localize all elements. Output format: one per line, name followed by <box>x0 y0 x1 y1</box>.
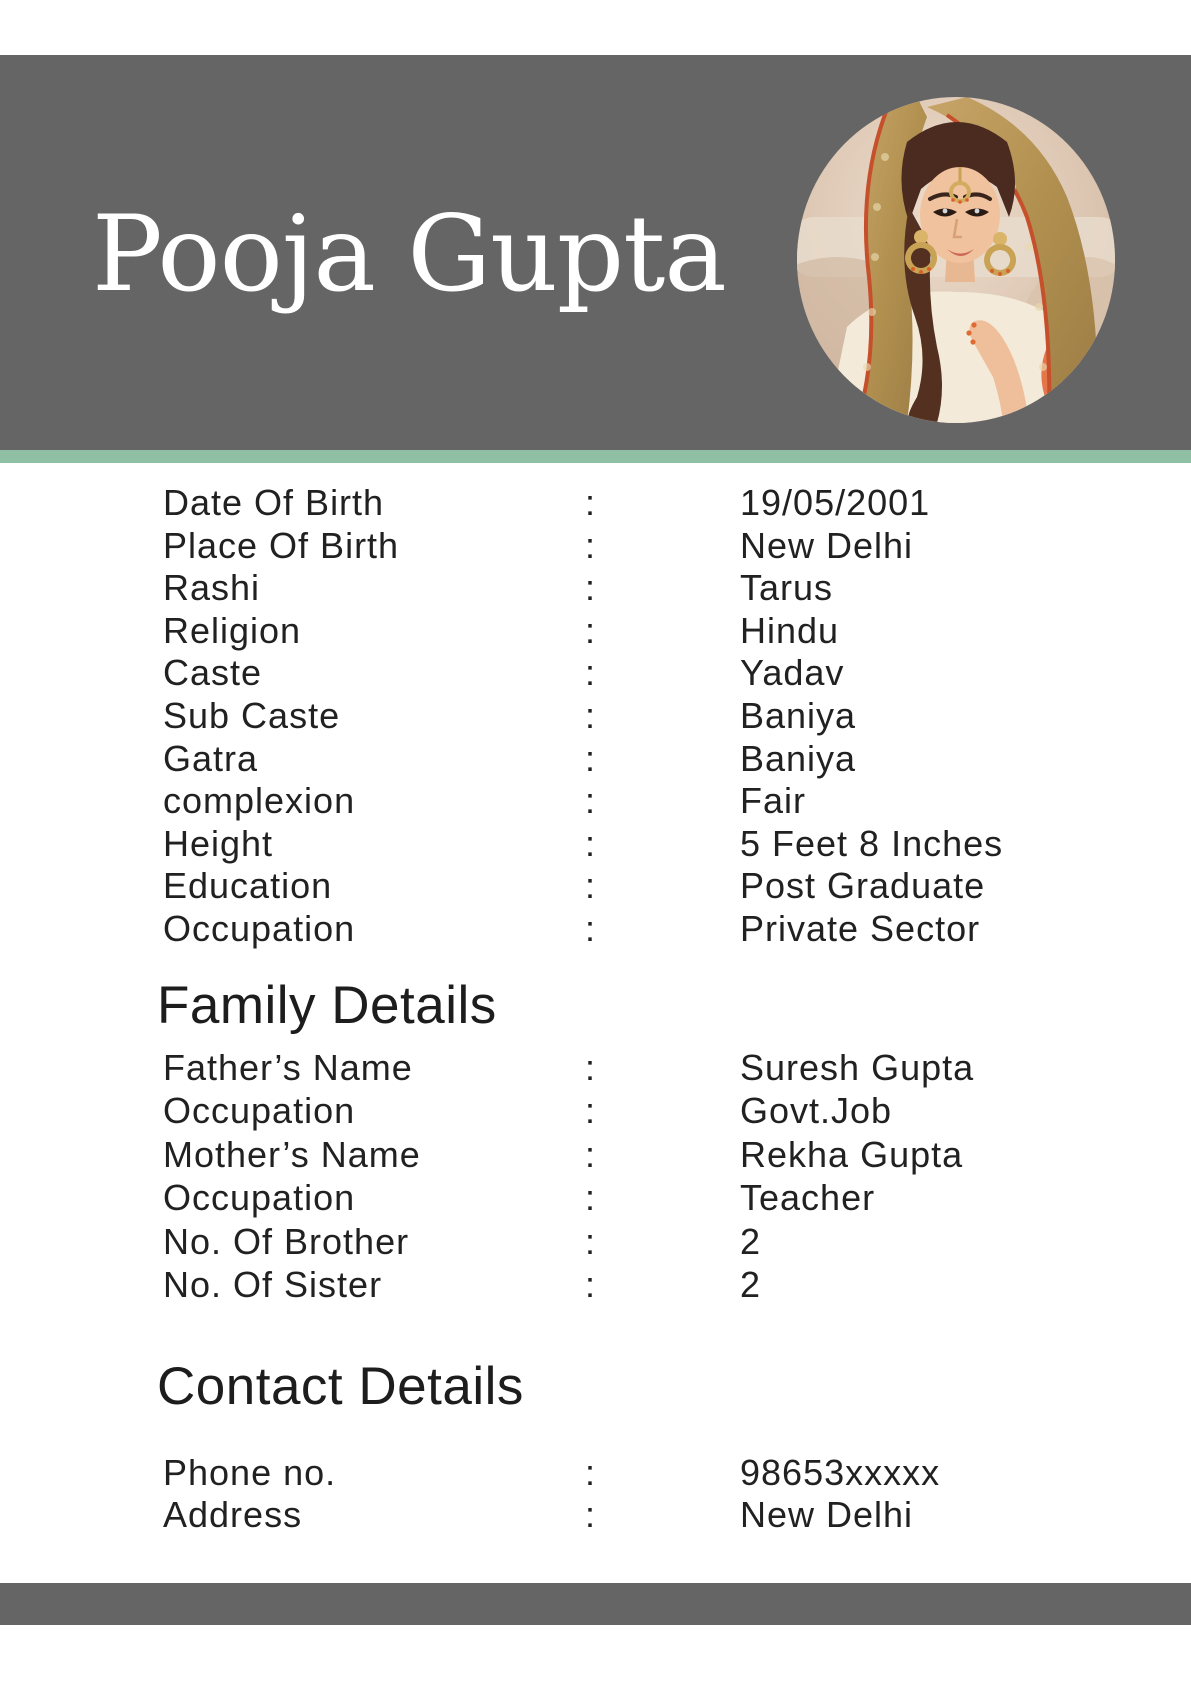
footer-bar <box>0 1583 1191 1625</box>
detail-row <box>163 1089 1191 1132</box>
profile-photo <box>797 97 1115 423</box>
detail-label: Sub Caste <box>163 694 341 736</box>
family-details-heading: Family Details <box>157 976 497 1035</box>
detail-label: complexion <box>163 780 356 822</box>
detail-colon: : <box>585 609 597 651</box>
detail-colon: : <box>585 1090 597 1132</box>
detail-label: No. Of Brother <box>163 1220 410 1262</box>
detail-value: Tarus <box>740 567 834 609</box>
contact-details-heading: Contact Details <box>157 1357 524 1416</box>
detail-row <box>163 482 1191 525</box>
detail-row <box>163 780 1191 823</box>
detail-colon: : <box>585 822 597 864</box>
detail-row <box>163 1176 1191 1219</box>
detail-value: Post Graduate <box>740 865 986 907</box>
detail-label: Place Of Birth <box>163 524 400 566</box>
detail-label: Mother’s Name <box>163 1133 421 1175</box>
detail-value: Rekha Gupta <box>740 1133 964 1175</box>
detail-value: New Delhi <box>740 1493 914 1535</box>
detail-value: 2 <box>740 1264 762 1306</box>
detail-row <box>163 823 1191 866</box>
detail-colon: : <box>585 737 597 779</box>
detail-value: Baniya <box>740 737 857 779</box>
detail-colon: : <box>585 482 597 523</box>
detail-colon: : <box>585 865 597 907</box>
detail-row <box>163 525 1191 568</box>
detail-colon: : <box>585 1047 597 1088</box>
detail-colon: : <box>585 780 597 822</box>
bride-portrait-illustration <box>797 97 1115 423</box>
detail-value: Baniya <box>740 694 857 736</box>
detail-value: Teacher <box>740 1177 876 1219</box>
detail-row <box>163 1452 1191 1494</box>
detail-label: Occupation <box>163 907 356 949</box>
detail-row <box>163 695 1191 738</box>
detail-value: 19/05/2001 <box>740 482 931 523</box>
detail-label: Rashi <box>163 567 261 609</box>
detail-value: Fair <box>740 780 806 822</box>
detail-label: Occupation <box>163 1177 356 1219</box>
detail-value: New Delhi <box>740 524 914 566</box>
detail-colon: : <box>585 1133 597 1175</box>
detail-label: No. Of Sister <box>163 1264 383 1306</box>
detail-colon: : <box>585 652 597 694</box>
detail-colon: : <box>585 1177 597 1219</box>
detail-value: Private Sector <box>740 907 981 949</box>
detail-value: 2 <box>740 1220 762 1262</box>
detail-colon: : <box>585 567 597 609</box>
detail-row <box>163 1046 1191 1089</box>
detail-value: Govt.Job <box>740 1090 893 1132</box>
detail-colon: : <box>585 907 597 949</box>
page-title: Pooja Gupta <box>92 193 726 315</box>
detail-row <box>163 610 1191 653</box>
detail-colon: : <box>585 1220 597 1262</box>
detail-row <box>163 1133 1191 1176</box>
detail-label: Education <box>163 865 333 907</box>
detail-colon: : <box>585 694 597 736</box>
personal-details-section <box>0 482 1191 951</box>
detail-label: Father’s Name <box>163 1047 413 1088</box>
family-details-section <box>0 1046 1191 1306</box>
detail-value: 98653xxxxx <box>740 1452 941 1493</box>
detail-value: Yadav <box>740 652 845 694</box>
detail-colon: : <box>585 1452 597 1493</box>
detail-colon: : <box>585 524 597 566</box>
detail-label: Caste <box>163 652 263 694</box>
detail-colon: : <box>585 1493 597 1535</box>
detail-row <box>163 865 1191 908</box>
detail-row <box>163 1494 1191 1536</box>
detail-value: 5 Feet 8 Inches <box>740 822 1004 864</box>
detail-label: Religion <box>163 609 302 651</box>
detail-row <box>163 738 1191 781</box>
detail-label: Address <box>163 1493 303 1535</box>
detail-label: Occupation <box>163 1090 356 1132</box>
detail-colon: : <box>585 1264 597 1306</box>
detail-value: Hindu <box>740 609 840 651</box>
detail-value: Suresh Gupta <box>740 1047 975 1088</box>
detail-label: Date Of Birth <box>163 482 385 523</box>
detail-row <box>163 567 1191 610</box>
accent-bar <box>0 450 1191 463</box>
detail-label: Phone no. <box>163 1452 337 1493</box>
detail-label: Height <box>163 822 274 864</box>
detail-row <box>163 1263 1191 1306</box>
contact-details-section <box>0 1452 1191 1535</box>
detail-label: Gatra <box>163 737 259 779</box>
detail-row <box>163 1220 1191 1263</box>
detail-row <box>163 652 1191 695</box>
detail-row <box>163 908 1191 951</box>
